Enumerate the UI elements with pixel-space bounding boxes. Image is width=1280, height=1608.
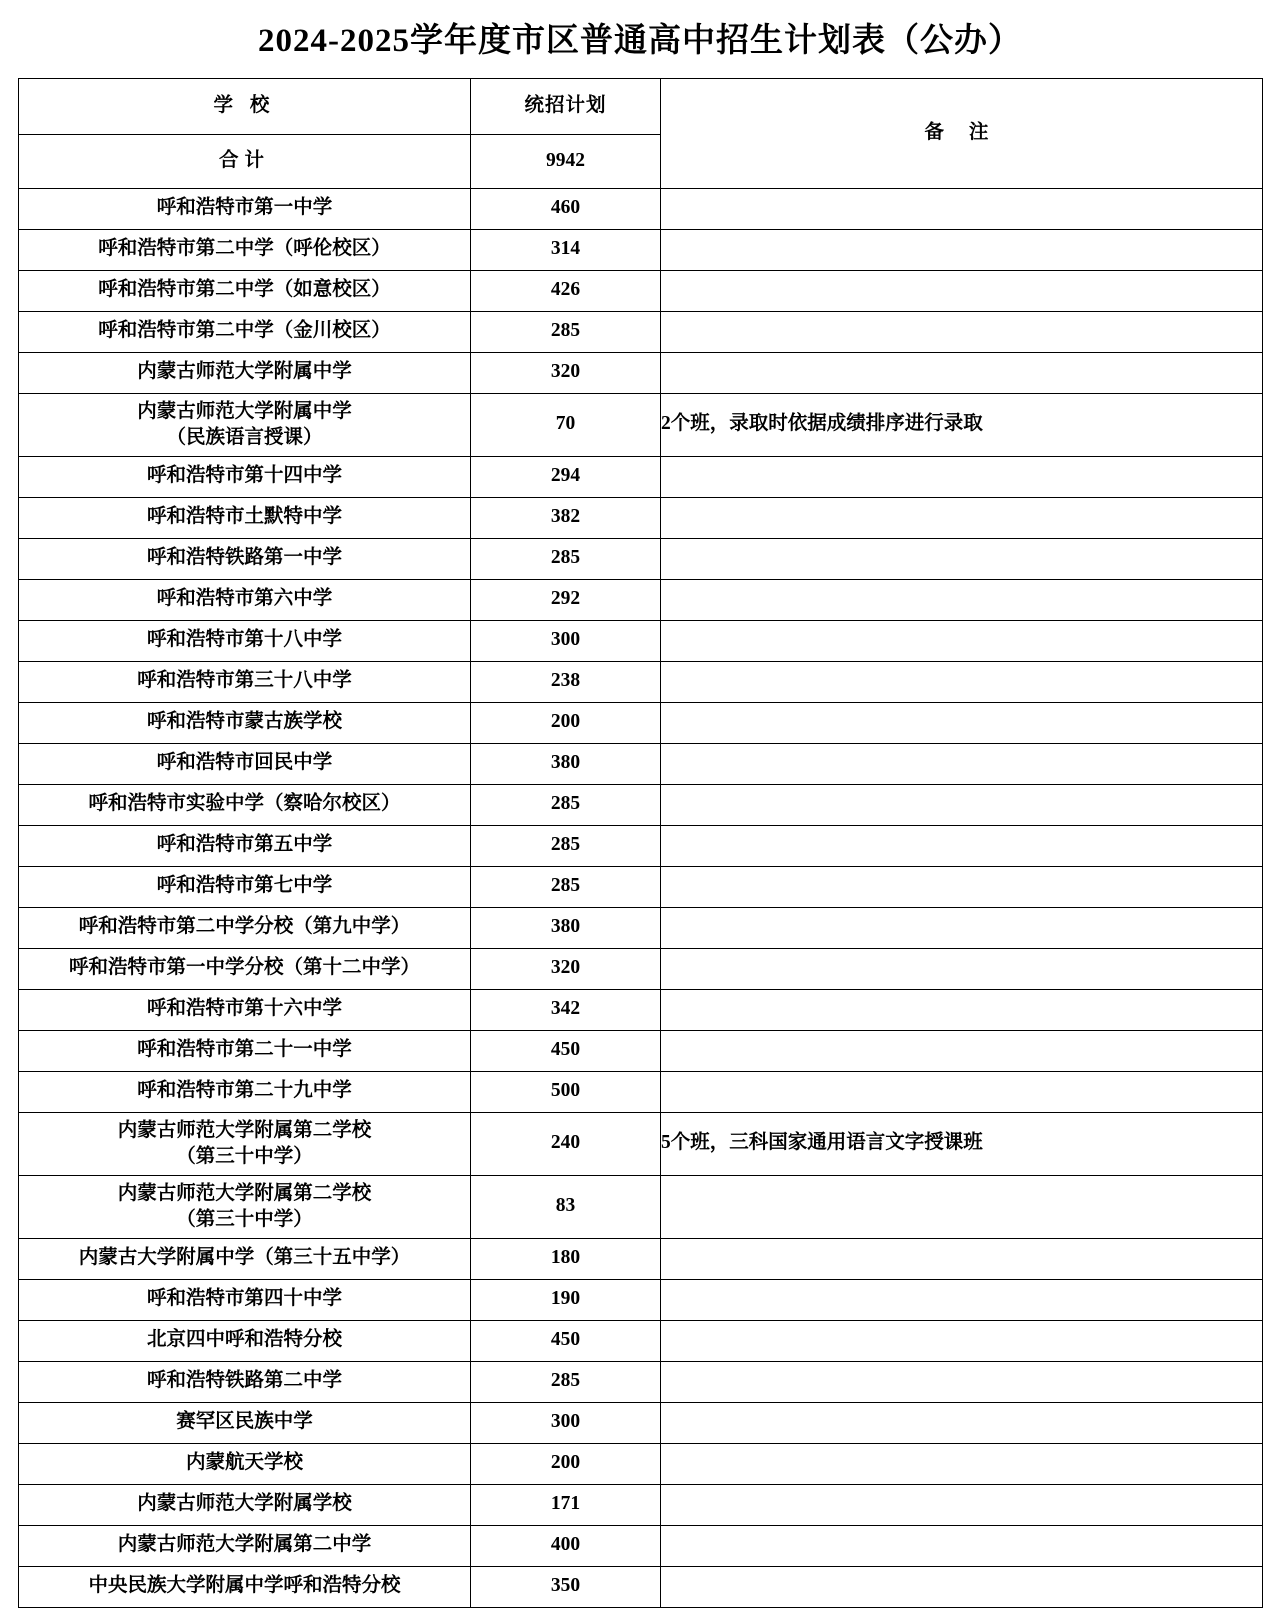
- quota-cell: 380: [471, 907, 661, 948]
- note-cell: [661, 866, 1263, 907]
- school-name-cell: 呼和浩特市第一中学分校（第十二中学）: [19, 948, 471, 989]
- quota-cell: 200: [471, 1443, 661, 1484]
- note-cell: [661, 497, 1263, 538]
- total-quota: 9942: [471, 134, 661, 188]
- quota-cell: 285: [471, 866, 661, 907]
- school-name-cell: 呼和浩特市第二中学（呼伦校区）: [19, 229, 471, 270]
- quota-cell: 238: [471, 661, 661, 702]
- quota-cell: 200: [471, 702, 661, 743]
- note-cell: [661, 1484, 1263, 1525]
- school-name-cell: 呼和浩特市第二中学（如意校区）: [19, 270, 471, 311]
- table-row: [19, 866, 1263, 907]
- table-row: [19, 661, 1263, 702]
- note-cell: [661, 456, 1263, 497]
- column-header-school: 学 校: [19, 78, 471, 134]
- note-cell: [661, 1320, 1263, 1361]
- school-name-cell: 呼和浩特市第五中学: [19, 825, 471, 866]
- quota-cell: 380: [471, 743, 661, 784]
- school-name-cell: 呼和浩特市第二中学（金川校区）: [19, 311, 471, 352]
- note-cell: [661, 743, 1263, 784]
- note-cell: [661, 1566, 1263, 1607]
- table-row: [19, 1175, 1263, 1238]
- quota-cell: 300: [471, 1402, 661, 1443]
- note-cell: [661, 188, 1263, 229]
- school-name-cell: 呼和浩特市第十四中学: [19, 456, 471, 497]
- school-name-cell: 呼和浩特市土默特中学: [19, 497, 471, 538]
- school-name-cell: [19, 393, 471, 456]
- note-cell: [661, 661, 1263, 702]
- table-row: [19, 825, 1263, 866]
- note-cell: [661, 1402, 1263, 1443]
- quota-cell: 350: [471, 1566, 661, 1607]
- quota-cell: 294: [471, 456, 661, 497]
- note-cell: [661, 784, 1263, 825]
- table-row: [19, 188, 1263, 229]
- school-name-cell: 呼和浩特市第十八中学: [19, 620, 471, 661]
- note-cell: [661, 1525, 1263, 1566]
- school-name-cell: 内蒙古师范大学附属中学: [19, 352, 471, 393]
- quota-cell: 300: [471, 620, 661, 661]
- quota-cell: 426: [471, 270, 661, 311]
- note-cell: [661, 1279, 1263, 1320]
- school-name-cell: [19, 1112, 471, 1175]
- quota-cell: 285: [471, 784, 661, 825]
- table-row: [19, 702, 1263, 743]
- quota-cell: 285: [471, 311, 661, 352]
- note-cell: [661, 620, 1263, 661]
- note-cell: [661, 311, 1263, 352]
- note-cell: 5个班，三科国家通用语言文字授课班: [661, 1112, 1263, 1175]
- school-name-cell: 内蒙古师范大学附属第二中学: [19, 1525, 471, 1566]
- quota-cell: 285: [471, 538, 661, 579]
- table-row: [19, 1071, 1263, 1112]
- table-row: [19, 270, 1263, 311]
- quota-cell: 190: [471, 1279, 661, 1320]
- quota-cell: 285: [471, 825, 661, 866]
- quota-cell: 460: [471, 188, 661, 229]
- quota-cell: 285: [471, 1361, 661, 1402]
- note-cell: [661, 538, 1263, 579]
- school-name-cell: 中央民族大学附属中学呼和浩特分校: [19, 1566, 471, 1607]
- page-title: 2024-2025学年度市区普通高中招生计划表（公办）: [258, 23, 1022, 59]
- school-name-cell: 呼和浩特市第三十八中学: [19, 661, 471, 702]
- school-name-cell: 呼和浩特市第六中学: [19, 579, 471, 620]
- table-row: [19, 456, 1263, 497]
- total-label: 合计: [19, 134, 471, 188]
- table-row: [19, 784, 1263, 825]
- quota-cell: 450: [471, 1320, 661, 1361]
- note-cell: [661, 825, 1263, 866]
- quota-cell: 292: [471, 579, 661, 620]
- table-row: [19, 1443, 1263, 1484]
- note-cell: [661, 1443, 1263, 1484]
- quota-cell: 450: [471, 1030, 661, 1071]
- table-header-row: [19, 78, 1263, 134]
- note-cell: [661, 1238, 1263, 1279]
- quota-cell: 180: [471, 1238, 661, 1279]
- table-row: [19, 311, 1263, 352]
- quota-cell: 314: [471, 229, 661, 270]
- school-name-cell: 内蒙古大学附属中学（第三十五中学）: [19, 1238, 471, 1279]
- note-cell: [661, 352, 1263, 393]
- table-row: [19, 1402, 1263, 1443]
- note-cell: [661, 1361, 1263, 1402]
- column-header-note: 备 注: [661, 78, 1263, 188]
- school-name-cell: 呼和浩特市蒙古族学校: [19, 702, 471, 743]
- table-row: [19, 620, 1263, 661]
- table-row: [19, 1112, 1263, 1175]
- quota-cell: 500: [471, 1071, 661, 1112]
- school-name-line2: （第三十中学）: [176, 1145, 313, 1167]
- school-name-cell: 呼和浩特市回民中学: [19, 743, 471, 784]
- school-name-line2: （第三十中学）: [176, 1208, 313, 1230]
- school-name-line2: （民族语言授课）: [166, 426, 323, 448]
- quota-cell: 83: [471, 1175, 661, 1238]
- table-row: [19, 743, 1263, 784]
- quota-cell: 320: [471, 352, 661, 393]
- quota-cell: 171: [471, 1484, 661, 1525]
- table-row: [19, 1030, 1263, 1071]
- note-cell: [661, 579, 1263, 620]
- table-row: [19, 907, 1263, 948]
- school-name-cell: 内蒙航天学校: [19, 1443, 471, 1484]
- note-cell: 2个班，录取时依据成绩排序进行录取: [661, 393, 1263, 456]
- school-name-cell: 呼和浩特市第四十中学: [19, 1279, 471, 1320]
- table-row: [19, 229, 1263, 270]
- school-name-cell: 内蒙古师范大学附属学校: [19, 1484, 471, 1525]
- quota-cell: 382: [471, 497, 661, 538]
- school-name-cell: 呼和浩特市第二十九中学: [19, 1071, 471, 1112]
- column-header-quota: 统招计划: [471, 78, 661, 134]
- table-row: [19, 1566, 1263, 1607]
- table-row: [19, 1238, 1263, 1279]
- school-name-cell: 呼和浩特铁路第二中学: [19, 1361, 471, 1402]
- note-cell: [661, 702, 1263, 743]
- table-row: [19, 352, 1263, 393]
- school-name-line1: 内蒙古师范大学附属第二学校: [117, 1183, 372, 1205]
- table-row: [19, 1279, 1263, 1320]
- school-name-cell: 北京四中呼和浩特分校: [19, 1320, 471, 1361]
- school-name-cell: 呼和浩特市第七中学: [19, 866, 471, 907]
- school-name-cell: 呼和浩特市实验中学（察哈尔校区）: [19, 784, 471, 825]
- note-cell: [661, 229, 1263, 270]
- table-row: [19, 989, 1263, 1030]
- table-row: [19, 1320, 1263, 1361]
- note-cell: [661, 270, 1263, 311]
- table-row: [19, 948, 1263, 989]
- table-row: [19, 393, 1263, 456]
- admission-plan-table: [18, 78, 1263, 1608]
- school-name-cell: 赛罕区民族中学: [19, 1402, 471, 1443]
- table-row: [19, 579, 1263, 620]
- quota-cell: 342: [471, 989, 661, 1030]
- table-row: [19, 1361, 1263, 1402]
- school-name-line1: 内蒙古师范大学附属中学: [137, 401, 352, 423]
- note-cell: [661, 989, 1263, 1030]
- school-name-line1: 内蒙古师范大学附属第二学校: [117, 1120, 372, 1142]
- table-row: [19, 1525, 1263, 1566]
- school-name-cell: 呼和浩特市第二十一中学: [19, 1030, 471, 1071]
- quota-cell: 400: [471, 1525, 661, 1566]
- quota-cell: 240: [471, 1112, 661, 1175]
- school-name-cell: 呼和浩特市第二中学分校（第九中学）: [19, 907, 471, 948]
- note-cell: [661, 1030, 1263, 1071]
- table-row: [19, 1484, 1263, 1525]
- note-cell: [661, 948, 1263, 989]
- school-name-cell: 呼和浩特市第一中学: [19, 188, 471, 229]
- table-row: [19, 497, 1263, 538]
- note-cell: [661, 907, 1263, 948]
- school-name-cell: 呼和浩特铁路第一中学: [19, 538, 471, 579]
- school-name-cell: [19, 1175, 471, 1238]
- school-name-cell: 呼和浩特市第十六中学: [19, 989, 471, 1030]
- quota-cell: 70: [471, 393, 661, 456]
- table-row: [19, 538, 1263, 579]
- note-cell: [661, 1071, 1263, 1112]
- note-cell: [661, 1175, 1263, 1238]
- quota-cell: 320: [471, 948, 661, 989]
